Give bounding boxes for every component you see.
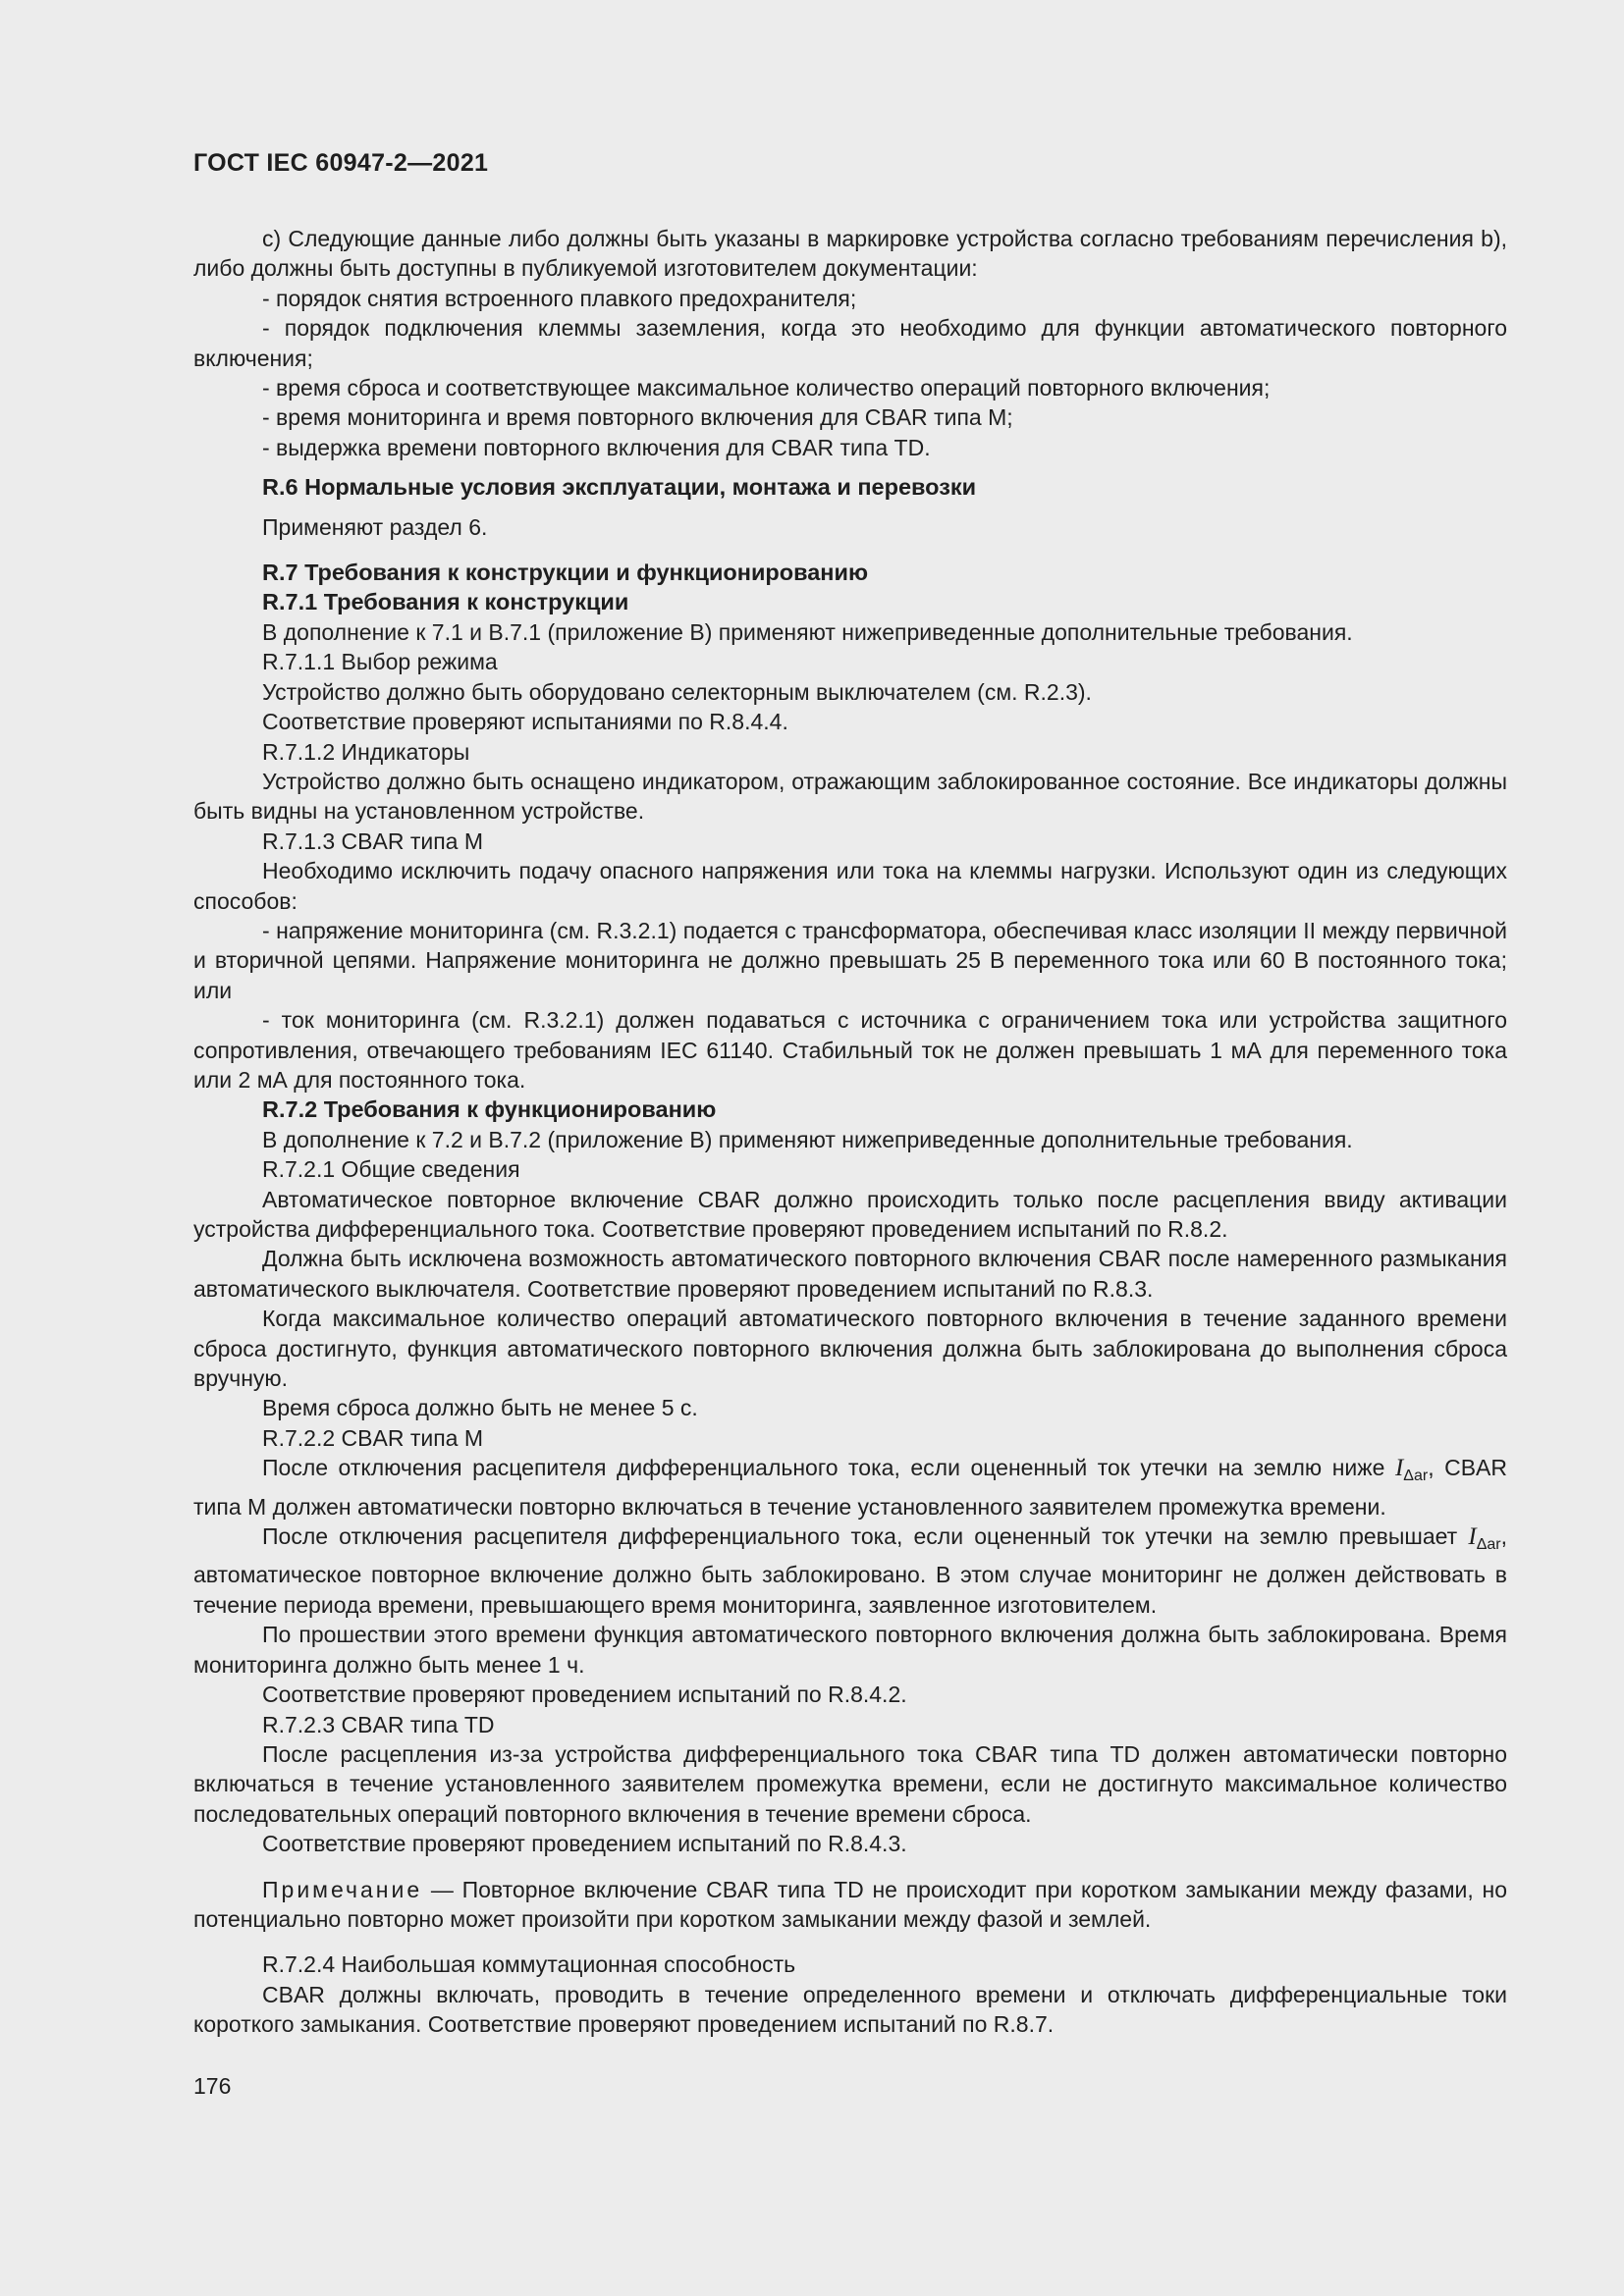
- text-run: После отключения расцепителя дифференциального тока, если оцененный ток утечки на землю превышает: [262, 1523, 1469, 1550]
- r6-text: Применяют раздел 6.: [262, 513, 488, 540]
- subsection-heading-r71: R.7.1 Требования к конструкции: [262, 589, 629, 615]
- item-c: с) Следующие данные либо должны быть указаны в маркировке устройства согласно требованиям перечисления b), либо должны быть доступны в публикуемой изготовителем документации:: [193, 226, 1507, 282]
- paragraph: [193, 1453, 1507, 1522]
- paragraph: Автоматическое повторное включение CBAR должно происходить только после расцепления ввиду активации устройства дифференциального тока. Соответствие проверяют проведением испытаний по R.8.2.: [193, 1186, 1507, 1242]
- paragraph: Необходимо исключить подачу опасного напряжения или тока на клеммы нагрузки. Используют один из следующих способов:: [193, 858, 1507, 914]
- section-heading-r6: R.6 Нормальные условия эксплуатации, монтажа и перевозки: [262, 474, 977, 501]
- list-item: - время сброса и соответствующее максимальное количество операций повторного включения;: [262, 375, 1271, 401]
- list-item: - порядок подключения клеммы заземления, когда это необходимо для функции автоматического повторного включения;: [193, 315, 1507, 371]
- text-run: После отключения расцепителя дифференциального тока, если оцененный ток утечки на землю ниже: [262, 1455, 1395, 1481]
- paragraph: Соответствие проверяют проведением испытаний по R.8.4.3.: [262, 1831, 907, 1857]
- paragraph: Когда максимальное количество операций автоматического повторного включения в течение заданного времени сброса достигнуто, функция автоматического повторного включения должна быть заблокирована до выполнения сброса вручную.: [193, 1306, 1507, 1392]
- paragraph: Время сброса должно быть не менее 5 с.: [262, 1395, 698, 1421]
- paragraph: - напряжение мониторинга (см. R.3.2.1) подается с трансформатора, обеспечивая класс изоляции II между первичной и вторичной цепями. Напряжение мониторинга не должно превышать 25 В переменного тока или 60 В постоянного тока; или: [193, 917, 1507, 1003]
- note-label: Примечание: [262, 1876, 423, 1902]
- clause-title: R.7.2.3 CBAR типа TD: [262, 1711, 495, 1737]
- text-run: , автоматическое повторное включение должно быть заблокировано. В этом случае мониторинг не должен действовать в течение периода времени, превышающего время мониторинга, заявленное изготовителем.: [193, 1523, 1507, 1618]
- list-item: - время мониторинга и время повторного включения для CBAR типа М;: [262, 404, 1013, 431]
- paragraph: [193, 1522, 1507, 1620]
- paragraph: Должна быть исключена возможность автоматического повторного включения CBAR после намеренного размыкания автоматического выключателя. Соответствие проверяют проведением испытаний по R.8.3.: [193, 1246, 1507, 1302]
- symbol-i-delta-ar: $I_{\Delta ar}$: [1468, 1523, 1501, 1554]
- paragraph: Соответствие проверяют испытаниями по R.8.4.4.: [262, 709, 788, 735]
- paragraph: Соответствие проверяют проведением испытаний по R.8.4.2.: [262, 1682, 907, 1708]
- clause-title: R.7.2.1 Общие сведения: [262, 1156, 520, 1183]
- clause-title: R.7.1.2 Индикаторы: [262, 738, 470, 765]
- document-header: ГОСТ IEC 60947-2—2021: [193, 149, 489, 177]
- paragraph: CBAR должны включать, проводить в течение определенного времени и отключать дифференциальные токи короткого замыкания. Соответствие проверяют проведением испытаний по R.8.7.: [193, 1981, 1507, 2038]
- clause-title: R.7.1.1 Выбор режима: [262, 649, 498, 675]
- paragraph: После расцепления из-за устройства дифференциального тока CBAR типа TD должен автоматически повторно включаться в течение установленного заявителем промежутка времени, если не достигнуто максимальное количество последовательных операций повторного включения в течение времени сброса.: [193, 1740, 1507, 1827]
- symbol-i-delta-ar: $I_{\Delta ar}$: [1394, 1455, 1429, 1485]
- subsection-heading-r72: R.7.2 Требования к функционированию: [262, 1096, 717, 1123]
- page-number: 176: [193, 2073, 232, 2099]
- clause-title: R.7.2.4 Наибольшая коммутационная способность: [262, 1951, 796, 1978]
- paragraph: - ток мониторинга (см. R.3.2.1) должен подаваться с источника с ограничением тока или устройства защитного сопротивления, отвечающего требованиям IEC 61140. Стабильный ток не должен превышать 1 мА для переменного тока или 2 мА для постоянного тока.: [193, 1007, 1507, 1093]
- paragraph: Устройство должно быть оборудовано селекторным выключателем (см. R.2.3).: [262, 678, 1092, 705]
- list-item: - порядок снятия встроенного плавкого предохранителя;: [262, 285, 857, 311]
- paragraph: В дополнение к 7.2 и В.7.2 (приложение В) применяют нижеприведенные дополнительные требования.: [262, 1126, 1353, 1152]
- page-content: [193, 224, 1507, 2040]
- paragraph: По прошествии этого времени функция автоматического повторного включения должна быть заблокирована. Время мониторинга должно быть менее 1 ч.: [193, 1622, 1507, 1678]
- list-item: - выдержка времени повторного включения для CBAR типа TD.: [262, 434, 931, 460]
- note: [193, 1875, 1507, 1935]
- note-text: — Повторное включение CBAR типа TD не происходит при коротком замыкании между фазами, но потенциально повторно может произойти при коротком замыкании между фазой и землей.: [193, 1876, 1507, 1932]
- clause-title: R.7.2.2 CBAR типа М: [262, 1424, 484, 1451]
- section-heading-r7: R.7 Требования к конструкции и функционированию: [262, 560, 869, 586]
- paragraph: Устройство должно быть оснащено индикатором, отражающим заблокированное состояние. Все индикаторы должны быть видны на установленном устройстве.: [193, 768, 1507, 825]
- text-run: , CBAR типа М должен автоматически повторно включаться в течение установленного заявителем промежутка времени.: [193, 1455, 1507, 1520]
- paragraph: В дополнение к 7.1 и В.7.1 (приложение В) применяют нижеприведенные дополнительные требования.: [262, 618, 1353, 645]
- clause-title: R.7.1.3 CBAR типа М: [262, 828, 484, 854]
